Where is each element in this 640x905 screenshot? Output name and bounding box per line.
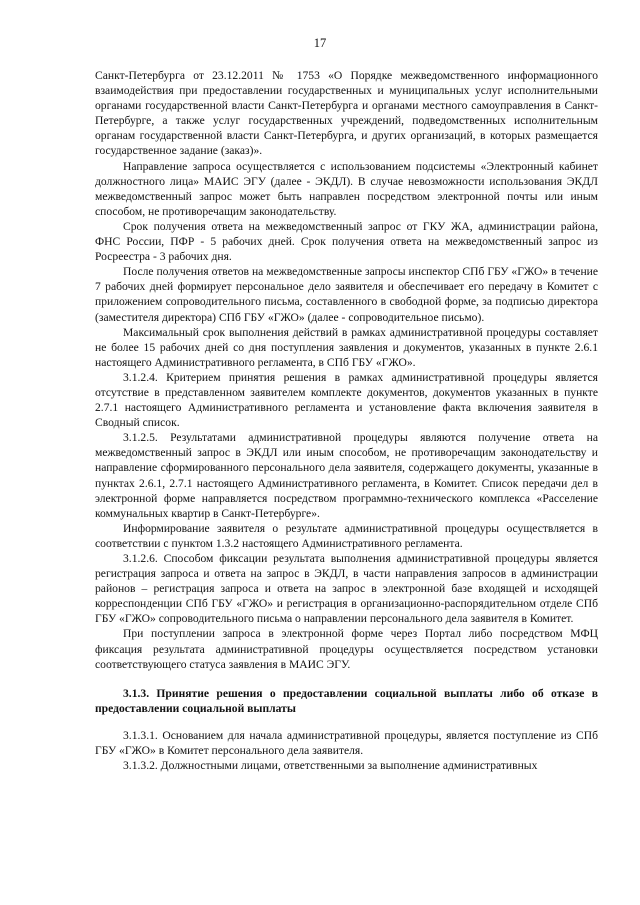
paragraph: Информирование заявителя о результате административной процедуры осуществляется в соответствии с пунктом 1.3.2 настоящего Административного регламента.: [95, 521, 598, 550]
section-heading: 3.1.3. Принятие решения о предоставлении социальной выплаты либо об отказе в предоставлении социальной выплаты: [95, 686, 598, 715]
page-number: 17: [313, 36, 327, 50]
paragraph: Санкт-Петербурга от 23.12.2011 № 1753 «О Порядке межведомственного информационного взаимодействия при предоставлении государственных и муниципальных услуг исполнительными органами государственной власти Санкт-Петербурга и органами местного самоуправления в Санкт-Петербурге, а также услуг государственных учреждений, подведомственных исполнительным органам государственной власти Санкт-Петербурга, и других организаций, в которых размещается государственное задание (заказ)».: [95, 69, 598, 158]
paragraph: 3.1.3.1. Основанием для начала административной процедуры, является поступление из СПб ГБУ «ГЖО» в Комитет персонального дела заявителя.: [95, 728, 598, 758]
paragraph: Направление запроса осуществляется с использованием подсистемы «Электронный кабинет должностного лица» МАИС ЭГУ (далее - ЭКДЛ). В случае невозможности использования ЭКДЛ межведомственный запрос может быть направлен посредством электронной почты или иным способом, не противоречащим законодательству.: [95, 159, 598, 218]
paragraph: После получения ответов на межведомственные запросы инспектор СПб ГБУ «ГЖО» в течение 7 рабочих дней формирует персональное дело заявителя и обеспечивает его передачу в Комитет с приложением сопроводительного письма, составленного в свободной форме, за подписью директора (заместителя директора) СПб ГБУ «ГЖО» (далее - сопроводительное письмо).: [95, 265, 598, 324]
paragraph: 3.1.3.2. Должностными лицами, ответственными за выполнение административных: [123, 759, 538, 773]
paragraph: Срок получения ответа на межведомственный запрос от ГКУ ЖА, администрации района, ФНС России, ПФР - 5 рабочих дней. Срок получения ответа на межведомственный запрос из Росреестра - 3 рабочих дня.: [95, 219, 598, 264]
paragraph: 3.1.2.4. Критерием принятия решения в рамках административной процедуры является отсутствие в представленном заявителем комплекте документов, документов указанных в пункте 2.7.1 настоящего Административного регламента и установление факта включения заявителя в Сводный список.: [95, 370, 598, 430]
paragraph: Максимальный срок выполнения действий в рамках административной процедуры составляет не более 15 рабочих дней со дня поступления заявления и документов, указанных в пункте 2.6.1 настоящего Административного регламента, в СПб ГБУ «ГЖО».: [95, 325, 598, 369]
paragraph: 3.1.2.6. Способом фиксации результата выполнения административной процедуры является регистрация запроса и ответа на запрос в ЭКДЛ, в части направления запросов в администрации районов – регистрация запроса и ответа на запрос в электронной базе входящей и исходящей корреспонденции СПб ГБУ «ГЖО» и регистрация в организационно-распорядительном отделе СПб ГБУ «ГЖО» сопроводительного письма о направлении персонального дела заявителя в Комитет.: [95, 552, 598, 626]
paragraph: 3.1.2.5. Результатами административной процедуры являются получение ответа на межведомственный запрос в ЭКДЛ или иным способом, не противоречащим законодательству и направление сформированного персонального дела заявителя, содержащего документы, указанные в пунктах 2.6.1, 2.7.1 настоящего Административного регламента, в Комитет. Список передачи дел в электронной форме направляется посредством программно-технического комплекса «Расселение коммунальных квартир в Санкт-Петербурге».: [95, 431, 598, 520]
document-body: [95, 68, 598, 773]
paragraph: При поступлении запроса в электронной форме через Портал либо посредством МФЦ фиксация результата административной процедуры осуществляется посредством установки соответствующего статуса заявления в МАИС ЭГУ.: [95, 627, 598, 671]
